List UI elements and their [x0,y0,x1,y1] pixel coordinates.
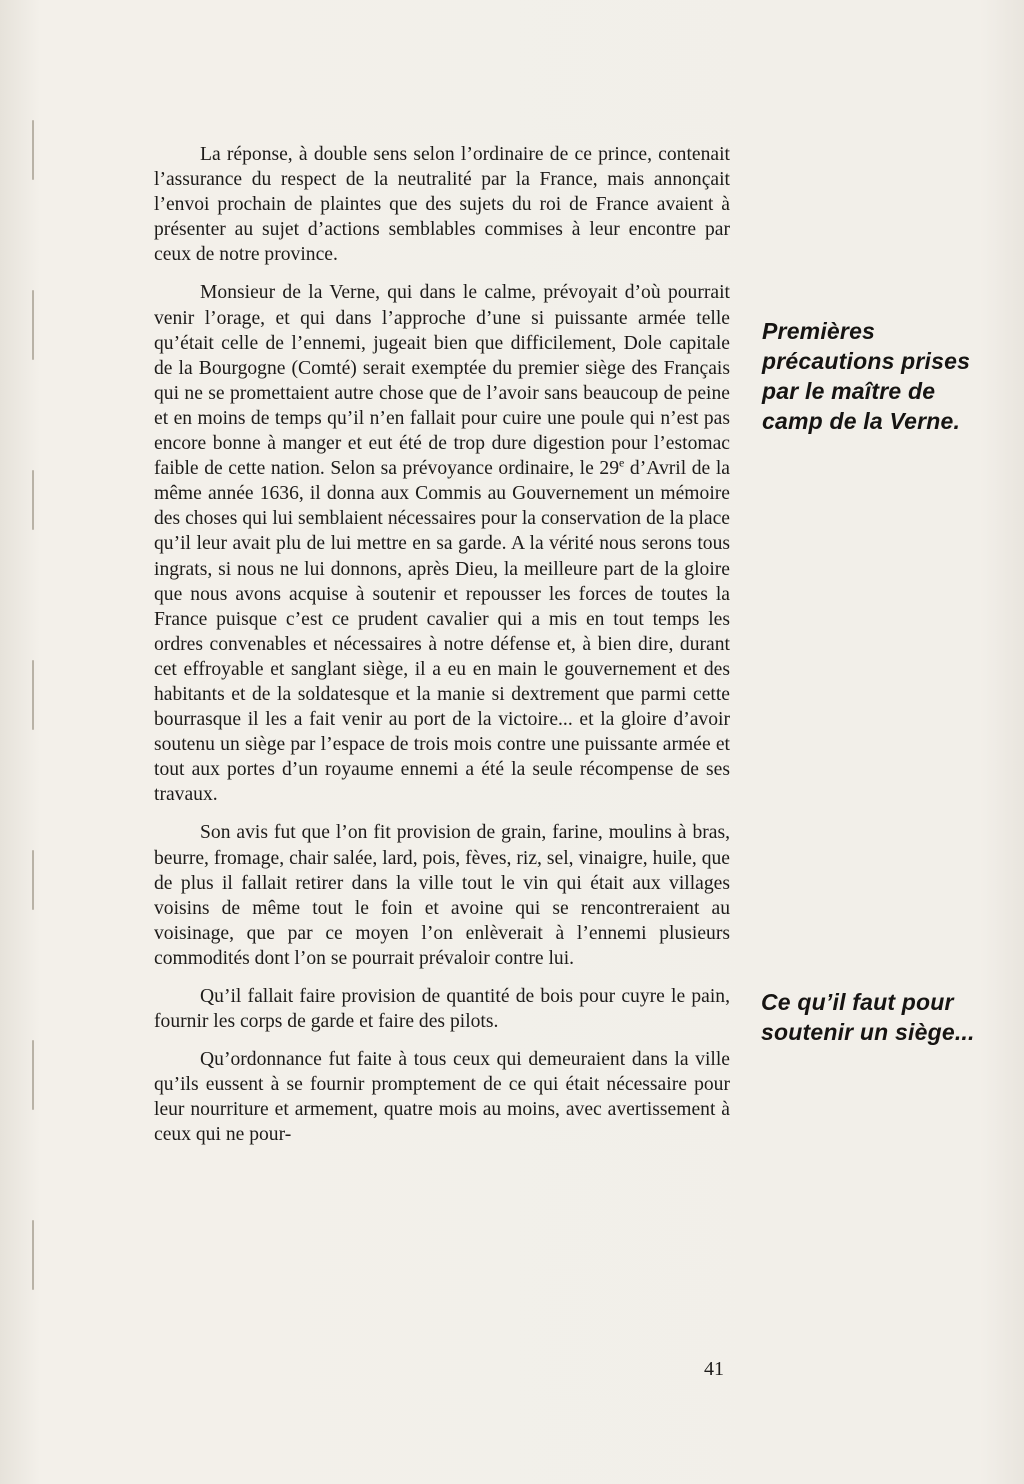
binding-stitches [28,0,38,1484]
paragraph-5: Qu’ordonnance fut faite à tous ceux qui demeuraient dans la ville qu’ils eussent à se fournir promptement de ce qui était nécessaire pour leur nourriture et armement, quatre mois au moins, avec avertissement à ceux qui ne pour- [154,1049,730,1146]
paragraph-1: La réponse, à double sens selon l’ordinaire de ce prince, contenait l’assurance du respect de la neutralité par la France, mais annonçait l’envoi prochain de plaintes que des sujets du roi de France avaient à présenter au sujet d’actions semblables commises à leur encontre par ceux de notre province. [154,144,730,266]
page-number: 41 [704,1358,724,1380]
paragraph-2-part-1: Monsieur de la Verne, qui dans le calme, prévoyait d’où pourrait venir l’orage, et qui dans l’approche d’une si puissante armée telle qu’était celle de l’ennemi, jugeait bien que difficilement, Dole capitale de la Bourgogne (Comté) serait exemptée du premier siège des Français qui ne se promettaient autre chose que de l’avoir sans beaucoup de peine et en moins de temps qu’il n’en fallait pour cuire une poule qui n’est pas encore bonne à manger et eut été de trop dure digestion pour l’estomac faible de cette nation. Selon sa prévoyance ordinaire, le 29 [154,282,730,480]
margin-note-second: Ce qu’il faut pour soutenir un siège... [761,989,975,1045]
margin-note-first: Premières précautions prises par le maître de camp de la Verne. [762,318,971,434]
paragraph-4: Qu’il fallait faire provision de quantité de bois pour cuyre le pain, fournir les corps de garde et faire des pilots. [154,986,730,1033]
main-text-column [154,142,730,1161]
paragraph-2-part-2: d’Avril de la même année 1636, il donna aux Commis au Gouvernement un mémoire des choses qui lui semblaient nécessaires pour la conservation de la place qu’il leur avait plu de lui mettre en sa garde. A la vérité nous serons tous ingrats, si nous ne lui donnons, après Dieu, la meilleure part de la gloire que nous avons acquise à soutenir et repousser les forces de toutes la France puisque c’est ce prudent cavalier qui a mis en tout temps les ordres convenables et nécessaires à notre défense et, à bien dire, durant cet effroyable et sanglant siège, il a eu en main le gouvernement et des habitants et de la soldatesque et la manie si dextrement que parmi cette bourrasque il les a fait venir au port de la victoire... et la gloire d’avoir soutenu un siège par l’espace de trois mois contre une puissante armée et tout aux portes d’un royaume ennemi a été la seule récompense de ses travaux. [154,458,731,806]
paragraph-3: Son avis fut que l’on fit provision de grain, farine, moulins à bras, beurre, fromage, chair salée, lard, pois, fèves, riz, sel, vinaigre, huile, que de plus il fallait retirer dans la ville tout le vin qui était aux villages voisins de même tout le foin et avoine qui se rencontreraient au voisinage, que par ce moyen l’on enlèverait à l’ennemi plusieurs commodités dont l’on se pourrait prévaloir contre lui. [154,822,730,969]
paragraph-2 [154,280,730,807]
superscript-e: e [619,455,625,470]
